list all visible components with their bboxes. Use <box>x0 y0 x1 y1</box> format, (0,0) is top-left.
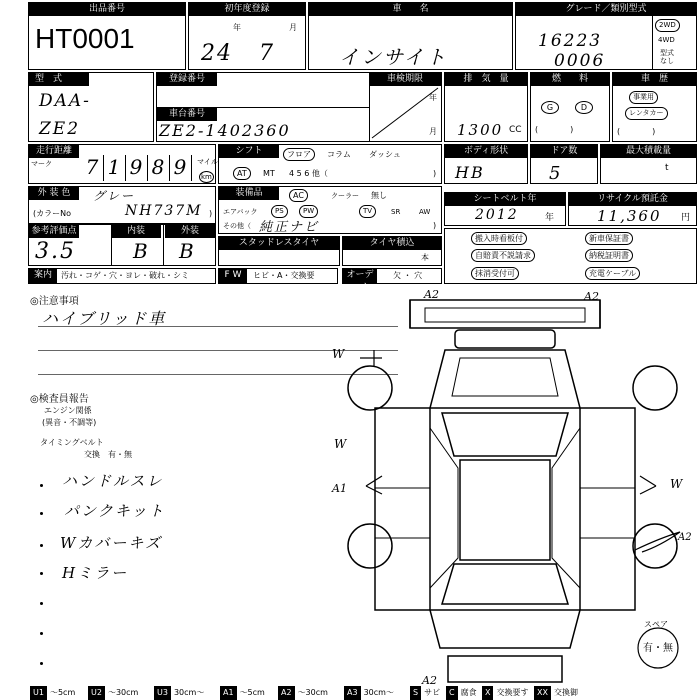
opt-signboard: 搬入時看板付 <box>471 232 527 245</box>
tire-unit: 本 <box>421 253 429 262</box>
mile-unit: マイル <box>197 158 218 166</box>
caution-title: ◎注意事項 <box>30 296 79 307</box>
car-name: インサイト <box>339 45 448 69</box>
shift-dash: ダッシュ <box>369 150 401 159</box>
fw-label: F W <box>219 269 247 283</box>
seatbelt-unit: 年 <box>545 213 555 223</box>
mileage-label: 走行距離 <box>29 145 79 158</box>
mark-w-front-left: W <box>332 347 345 361</box>
model-box <box>28 72 154 142</box>
engine-sub: (異音・不調等) <box>42 418 97 427</box>
mileage-digit: 8 <box>147 155 170 181</box>
timing-label: タイミングベルト <box>40 438 104 447</box>
shift-floor: フロア <box>283 148 315 161</box>
opt-cancel: 抹消受付可 <box>471 267 519 280</box>
legend-item <box>344 686 397 700</box>
registration-box <box>156 72 442 142</box>
recycle-box <box>568 192 697 226</box>
model-none-option: 型式 なし <box>660 49 674 65</box>
legend-code: U3 <box>154 686 171 700</box>
capacity-label: 最大積載量 <box>601 145 696 158</box>
body-val: HB <box>455 163 485 182</box>
equip-ps: PS <box>271 205 288 218</box>
legend-item <box>278 686 331 700</box>
first-reg-label: 初年度登録 <box>189 3 305 16</box>
inner-items: 汚れ・コゲ・穴・ヨレ・破れ・シミ <box>61 271 189 280</box>
color-box: 外 装 色 グレー (カラーNo NH737M ) <box>28 186 216 224</box>
inner-box <box>28 268 216 284</box>
lot-number: HT0001 <box>35 23 135 54</box>
model-val2: ZE2 <box>39 119 81 139</box>
legend-desc: 交換要す <box>496 688 529 697</box>
yen-unit: 円 <box>681 213 691 223</box>
fuel-diesel: D <box>575 101 593 114</box>
body-box <box>444 144 528 184</box>
recycle-val: 11,360 <box>597 207 662 225</box>
legend-code: U1 <box>30 686 47 700</box>
displacement-val: 1300 <box>457 121 504 139</box>
legend-desc: 30cm～ <box>173 688 205 697</box>
grade-val2: 0006 <box>554 51 606 71</box>
drive-4wd-option: 4WD <box>658 36 675 44</box>
year-unit: 年 <box>233 23 241 32</box>
equip-tv: TV <box>359 205 376 218</box>
legend-desc: サビ <box>424 688 441 697</box>
score-label: 参考評価点 <box>29 225 79 238</box>
mileage-digit: 9 <box>125 155 148 181</box>
mileage-digit: 1 <box>103 155 126 181</box>
legend-item <box>88 686 141 700</box>
fuel-box: 燃 料 G D ( ) <box>530 72 610 142</box>
cc-unit: CC <box>509 125 522 135</box>
shift-nums: 4 5 6 他（ <box>289 169 328 178</box>
insp-year-unit: 年 <box>429 93 437 102</box>
equip-alloy: AW <box>419 208 431 216</box>
legend-item <box>154 686 207 700</box>
inspector-item-3: Wカバーキズ <box>60 534 163 552</box>
legend-code: A3 <box>344 686 361 700</box>
mileage-mark: マーク <box>31 160 52 168</box>
studless-label: スタッドレスタイヤ <box>219 237 339 250</box>
fuel-gasoline: G <box>541 101 559 114</box>
mark-w-left-door: W <box>334 437 347 451</box>
shift-box: シフト フロア コラム ダッシュ AT MT 4 5 6 他（ ) <box>218 144 442 184</box>
legend-item <box>446 686 480 700</box>
reg-year: 24 <box>201 41 233 66</box>
model-label: 型 式 <box>29 73 89 86</box>
tire-load-box <box>342 236 442 266</box>
color-no: NH737M <box>125 203 203 219</box>
tire-load-label: タイヤ積込 <box>343 237 441 250</box>
legend-desc: 30cm～ <box>363 688 394 697</box>
grade-box <box>515 2 697 70</box>
fw-box <box>218 268 338 284</box>
audio-label: オーディオ <box>343 269 377 283</box>
legend-code: A1 <box>220 686 237 700</box>
capacity-unit: t <box>665 163 669 173</box>
legend-desc: ～30cm <box>107 688 139 697</box>
chassis-label: 車台番号 <box>157 108 217 121</box>
legend-desc: ～5cm <box>49 688 76 697</box>
capacity-box <box>600 144 697 184</box>
interior-val: B <box>133 239 150 263</box>
grade-val1: 16223 <box>538 31 603 51</box>
opt-liability: 自賠責不説請求 <box>471 249 535 262</box>
inspector-item-4: Hミラー <box>62 564 129 582</box>
studless-box <box>218 236 340 266</box>
legend-code: S <box>410 686 421 700</box>
mark-a1-left: A1 <box>332 482 347 495</box>
mileage-digit: 7 <box>81 155 104 181</box>
inspector-title: ◎検査員報告 <box>30 394 89 405</box>
opt-tax-cert: 納税証明書 <box>585 249 633 262</box>
equip-pw: PW <box>299 205 318 218</box>
engine-label: エンジン関係 <box>44 406 92 415</box>
shift-mt: MT <box>263 169 275 178</box>
interior-label: 内装 <box>111 225 161 238</box>
legend-desc: 交換御 <box>553 688 578 697</box>
equip-box: 装備品 AC クーラー 無し エアバック PS PW TV SR AW その他（ 純正ナビ ) <box>218 186 442 234</box>
legend-code: X <box>482 686 493 700</box>
hist-rental: レンタカー <box>625 107 668 120</box>
shift-at: AT <box>233 167 251 180</box>
caution-text: ハイブリッド車 <box>42 309 167 328</box>
month-unit: 月 <box>289 23 297 32</box>
equip-none: 無し <box>371 191 387 200</box>
displacement-label: 排 気 量 <box>445 73 527 86</box>
mark-a2-top-right: A2 <box>584 290 599 303</box>
doors-val: 5 <box>549 163 563 184</box>
history-box: 車 歴 事業用 レンタカー ( ) <box>612 72 697 142</box>
audio-items: 欠 ・ 穴 <box>393 271 423 280</box>
doors-label: ドア数 <box>531 145 597 158</box>
legend-item <box>220 686 268 700</box>
inner-label: 案内 <box>29 269 57 283</box>
mark-a2-bottom: A2 <box>422 674 437 686</box>
equip-label: 装備品 <box>219 187 279 200</box>
seatbelt-label: シートベルト年 <box>445 193 565 206</box>
grade-label: グレード／類別型式 <box>516 3 696 16</box>
chassis-number: ZE2-1402360 <box>159 121 291 140</box>
color-val: グレー <box>93 189 136 203</box>
opt-charge-cable: 充電ケーブル <box>585 267 640 280</box>
spare-label: スペア <box>644 620 668 629</box>
audio-box <box>342 268 442 293</box>
seatbelt-box <box>444 192 566 226</box>
legend-item <box>534 686 581 700</box>
equip-other-val: 純正ナビ <box>259 220 320 235</box>
legend-item <box>30 686 78 700</box>
equip-other: その他（ <box>223 222 251 230</box>
inspector-item-1: ハンドルスレ <box>62 472 164 490</box>
hist-business: 事業用 <box>629 91 658 104</box>
lot-box <box>28 2 186 70</box>
options-box <box>444 228 697 284</box>
shift-column: コラム <box>327 150 351 159</box>
score-val: 3.5 <box>35 239 76 264</box>
shift-label: シフト <box>219 145 279 158</box>
spare-value: 有・無 <box>643 643 673 654</box>
car-name-box <box>308 2 513 70</box>
legend-code: U2 <box>88 686 105 700</box>
seatbelt-val: 2012 <box>475 207 519 223</box>
mark-a2-top-left: A2 <box>424 288 439 301</box>
legend-desc: 腐食 <box>460 688 477 697</box>
mileage-digit: 9 <box>169 155 192 181</box>
opt-warranty: 新車保証書 <box>585 232 633 245</box>
equip-sr: SR <box>391 208 401 216</box>
doors-box <box>530 144 598 184</box>
fw-items: ヒビ・A・交換要 <box>253 271 315 280</box>
legend-code: XX <box>534 686 551 700</box>
history-label: 車 歴 <box>613 73 696 86</box>
exterior-val: B <box>179 239 196 263</box>
drive-2wd-option: 2WD <box>655 19 680 32</box>
lot-label: 出品番号 <box>29 3 185 16</box>
km-unit: km <box>201 173 212 181</box>
score-box <box>28 224 216 266</box>
reg-no-label: 登録番号 <box>157 73 217 86</box>
legend-item <box>410 686 443 700</box>
legend-code: A2 <box>278 686 295 700</box>
legend-desc: ～30cm <box>297 688 328 697</box>
fuel-label: 燃 料 <box>531 73 609 86</box>
recycle-label: リサイクル預託金 <box>569 193 696 206</box>
legend-desc: ～5cm <box>239 688 265 697</box>
reg-month: 7 <box>259 41 275 66</box>
mileage-box <box>28 144 216 184</box>
insp-month-unit: 月 <box>429 127 437 136</box>
displacement-box <box>444 72 528 142</box>
legend-code: C <box>446 686 458 700</box>
color-label: 外 装 色 <box>29 187 79 200</box>
legend-item <box>482 686 531 700</box>
exterior-label: 外装 <box>165 225 215 238</box>
equip-ac: AC <box>289 189 308 202</box>
mark-a2-right-rear: A2 <box>678 532 692 543</box>
equip-cooler: クーラー <box>331 192 359 200</box>
body-label: ボディ形状 <box>445 145 527 158</box>
inspector-item-2: パンクキット <box>64 502 166 520</box>
color-no-label: (カラーNo <box>33 209 71 218</box>
equip-airbag: エアバック <box>223 208 258 216</box>
model-val1: DAA- <box>39 91 91 111</box>
mark-w-right: W <box>670 477 683 491</box>
timing-sub: 交換 有・無 <box>84 450 132 459</box>
car-name-label: 車 名 <box>309 3 512 16</box>
inspection-label: 車検期限 <box>369 73 441 86</box>
first-reg-box <box>188 2 306 70</box>
